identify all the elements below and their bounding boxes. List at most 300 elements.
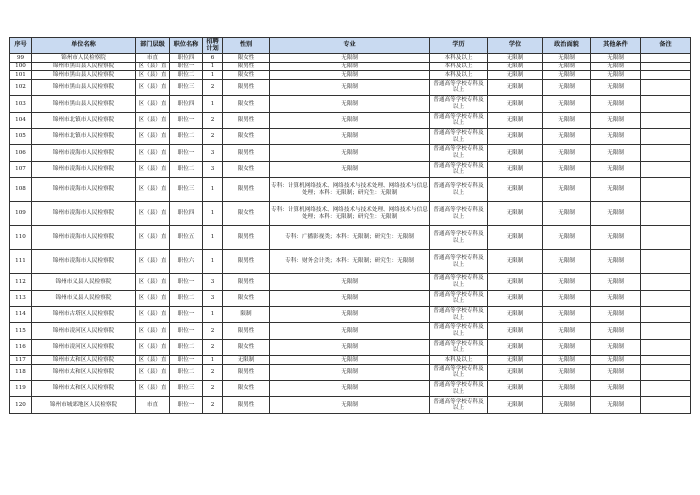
row-level: 区（县）直 xyxy=(136,364,170,380)
table-row xyxy=(10,202,691,226)
row-unit: 锦州市凌海市人民检察院 xyxy=(32,250,136,274)
row-unit: 锦州市凌河区人民检察院 xyxy=(32,339,136,355)
row-unit: 锦州市北镇市人民检察院 xyxy=(32,128,136,144)
row-count: 6 xyxy=(203,54,223,63)
row-education: 本科及以上 xyxy=(430,54,488,63)
row-education: 普通高等学校专科及以上 xyxy=(430,290,488,306)
row-gender: 限男性 xyxy=(223,397,270,413)
row-gender: 限女性 xyxy=(223,96,270,112)
row-political: 无限制 xyxy=(543,274,591,290)
row-political: 无限制 xyxy=(543,306,591,322)
row-position: 职位一 xyxy=(170,397,203,413)
row-position: 职位五 xyxy=(170,226,203,250)
row-seq: 105 xyxy=(10,128,32,144)
row-education: 本科及以上 xyxy=(430,62,488,71)
row-political: 无限制 xyxy=(543,178,591,202)
table-row xyxy=(10,339,691,355)
row-note xyxy=(641,274,691,290)
row-major: 无限制 xyxy=(270,274,430,290)
row-political: 无限制 xyxy=(543,364,591,380)
row-position: 职位一 xyxy=(170,306,203,322)
row-level: 区（县）直 xyxy=(136,323,170,339)
row-major: 无限制 xyxy=(270,79,430,95)
table-row xyxy=(10,79,691,95)
row-unit: 锦州市凌海市人民检察院 xyxy=(32,145,136,161)
table-row xyxy=(10,62,691,71)
row-gender: 限女性 xyxy=(223,381,270,397)
row-other: 无限制 xyxy=(591,161,641,177)
table-row xyxy=(10,96,691,112)
row-seq: 102 xyxy=(10,79,32,95)
table-row xyxy=(10,112,691,128)
row-count: 1 xyxy=(203,62,223,71)
row-education: 普通高等学校专科及以上 xyxy=(430,145,488,161)
row-position: 职位三 xyxy=(170,178,203,202)
header-position: 职位名称 xyxy=(170,38,203,54)
header-note: 备注 xyxy=(641,38,691,54)
row-gender: 限女性 xyxy=(223,54,270,63)
row-note xyxy=(641,290,691,306)
row-count: 1 xyxy=(203,71,223,80)
row-political: 无限制 xyxy=(543,145,591,161)
header-unit: 单位名称 xyxy=(32,38,136,54)
row-unit: 锦州市城郊地区人民检察院 xyxy=(32,397,136,413)
row-gender: 限女性 xyxy=(223,71,270,80)
row-education: 普通高等学校专科及以上 xyxy=(430,323,488,339)
header-degree: 学位 xyxy=(488,38,543,54)
row-note xyxy=(641,128,691,144)
row-gender: 限男性 xyxy=(223,178,270,202)
row-education: 普通高等学校专科及以上 xyxy=(430,274,488,290)
row-other: 无限制 xyxy=(591,250,641,274)
row-position: 职位一 xyxy=(170,62,203,71)
row-degree: 无限制 xyxy=(488,96,543,112)
row-other: 无限制 xyxy=(591,306,641,322)
row-level: 市直 xyxy=(136,54,170,63)
row-seq: 114 xyxy=(10,306,32,322)
row-education: 普通高等学校专科及以上 xyxy=(430,364,488,380)
row-level: 市直 xyxy=(136,397,170,413)
row-position: 职位一 xyxy=(170,145,203,161)
row-degree: 无限制 xyxy=(488,250,543,274)
row-major: 专科：广播影视类；本科：无限制；研究生：无限制 xyxy=(270,226,430,250)
row-count: 2 xyxy=(203,323,223,339)
row-level: 区（县）直 xyxy=(136,306,170,322)
row-seq: 109 xyxy=(10,202,32,226)
row-gender: 限女性 xyxy=(223,339,270,355)
table-row xyxy=(10,226,691,250)
row-gender: 无限制 xyxy=(223,356,270,365)
row-other: 无限制 xyxy=(591,54,641,63)
header-row xyxy=(10,38,691,54)
row-education: 普通高等学校专科及以上 xyxy=(430,250,488,274)
row-political: 无限制 xyxy=(543,96,591,112)
row-other: 无限制 xyxy=(591,397,641,413)
row-degree: 无限制 xyxy=(488,226,543,250)
row-education: 普通高等学校专科及以上 xyxy=(430,96,488,112)
row-note xyxy=(641,62,691,71)
row-count: 3 xyxy=(203,290,223,306)
table-row xyxy=(10,364,691,380)
row-count: 1 xyxy=(203,356,223,365)
row-position: 职位二 xyxy=(170,290,203,306)
header-education: 学历 xyxy=(430,38,488,54)
row-count: 2 xyxy=(203,339,223,355)
row-political: 无限制 xyxy=(543,356,591,365)
row-note xyxy=(641,339,691,355)
table-row xyxy=(10,356,691,365)
row-level: 区（县）直 xyxy=(136,96,170,112)
row-level: 区（县）直 xyxy=(136,274,170,290)
row-gender: 限男性 xyxy=(223,323,270,339)
table-row xyxy=(10,306,691,322)
row-major: 专科：财务会计类；本科：无限制；研究生：无限制 xyxy=(270,250,430,274)
row-gender: 限制 xyxy=(223,306,270,322)
row-seq: 118 xyxy=(10,364,32,380)
row-major: 无限制 xyxy=(270,397,430,413)
row-level: 区（县）直 xyxy=(136,356,170,365)
row-count: 1 xyxy=(203,96,223,112)
row-political: 无限制 xyxy=(543,339,591,355)
header-count: 招聘计划 xyxy=(203,38,223,54)
row-degree: 无限制 xyxy=(488,202,543,226)
row-gender: 限女性 xyxy=(223,202,270,226)
row-count: 2 xyxy=(203,128,223,144)
row-position: 职位一 xyxy=(170,274,203,290)
row-major: 无限制 xyxy=(270,54,430,63)
row-level: 区（县）直 xyxy=(136,178,170,202)
row-political: 无限制 xyxy=(543,79,591,95)
row-major: 无限制 xyxy=(270,161,430,177)
table-row xyxy=(10,71,691,80)
row-degree: 无限制 xyxy=(488,274,543,290)
row-major: 专科：计算机网络技术、网络技术与技术处理、网络技术与信息处理；本科：无限制；研究生：无限制 xyxy=(270,178,430,202)
row-level: 区（县）直 xyxy=(136,226,170,250)
row-education: 普通高等学校专科及以上 xyxy=(430,202,488,226)
row-seq: 104 xyxy=(10,112,32,128)
row-degree: 无限制 xyxy=(488,364,543,380)
row-seq: 116 xyxy=(10,339,32,355)
row-position: 职位二 xyxy=(170,128,203,144)
row-gender: 限男性 xyxy=(223,112,270,128)
row-major: 无限制 xyxy=(270,381,430,397)
row-position: 职位三 xyxy=(170,381,203,397)
row-degree: 无限制 xyxy=(488,128,543,144)
row-political: 无限制 xyxy=(543,54,591,63)
row-count: 2 xyxy=(203,381,223,397)
row-education: 普通高等学校专科及以上 xyxy=(430,226,488,250)
row-level: 区（县）直 xyxy=(136,71,170,80)
row-count: 3 xyxy=(203,145,223,161)
header-seq: 序号 xyxy=(10,38,32,54)
row-seq: 117 xyxy=(10,356,32,365)
table-row xyxy=(10,274,691,290)
row-other: 无限制 xyxy=(591,356,641,365)
row-note xyxy=(641,54,691,63)
row-level: 区（县）直 xyxy=(136,145,170,161)
row-political: 无限制 xyxy=(543,202,591,226)
row-political: 无限制 xyxy=(543,71,591,80)
row-level: 区（县）直 xyxy=(136,62,170,71)
row-unit: 锦州市黑山县人民检察院 xyxy=(32,79,136,95)
row-position: 职位二 xyxy=(170,339,203,355)
row-note xyxy=(641,145,691,161)
row-gender: 限女性 xyxy=(223,128,270,144)
row-major: 无限制 xyxy=(270,71,430,80)
row-unit: 锦州市人民检察院 xyxy=(32,54,136,63)
row-note xyxy=(641,96,691,112)
row-count: 3 xyxy=(203,161,223,177)
row-note xyxy=(641,356,691,365)
row-note xyxy=(641,397,691,413)
row-degree: 无限制 xyxy=(488,145,543,161)
row-other: 无限制 xyxy=(591,290,641,306)
row-other: 无限制 xyxy=(591,178,641,202)
row-count: 1 xyxy=(203,306,223,322)
row-position: 职位一 xyxy=(170,356,203,365)
row-position: 职位四 xyxy=(170,96,203,112)
row-political: 无限制 xyxy=(543,62,591,71)
row-major: 无限制 xyxy=(270,62,430,71)
table-row xyxy=(10,290,691,306)
row-education: 普通高等学校专科及以上 xyxy=(430,381,488,397)
row-degree: 无限制 xyxy=(488,79,543,95)
row-other: 无限制 xyxy=(591,128,641,144)
row-political: 无限制 xyxy=(543,250,591,274)
row-unit: 锦州市义县人民检察院 xyxy=(32,290,136,306)
row-other: 无限制 xyxy=(591,323,641,339)
row-gender: 限男性 xyxy=(223,62,270,71)
row-level: 区（县）直 xyxy=(136,381,170,397)
header-level: 部门层级 xyxy=(136,38,170,54)
row-other: 无限制 xyxy=(591,339,641,355)
row-other: 无限制 xyxy=(591,62,641,71)
table-row xyxy=(10,250,691,274)
row-political: 无限制 xyxy=(543,290,591,306)
row-degree: 无限制 xyxy=(488,54,543,63)
row-degree: 无限制 xyxy=(488,178,543,202)
row-major: 无限制 xyxy=(270,306,430,322)
row-unit: 锦州市北镇市人民检察院 xyxy=(32,112,136,128)
row-political: 无限制 xyxy=(543,323,591,339)
row-degree: 无限制 xyxy=(488,381,543,397)
row-seq: 106 xyxy=(10,145,32,161)
row-degree: 无限制 xyxy=(488,161,543,177)
row-position: 职位四 xyxy=(170,54,203,63)
row-seq: 111 xyxy=(10,250,32,274)
row-unit: 锦州市太和区人民检察院 xyxy=(32,364,136,380)
row-gender: 限男性 xyxy=(223,145,270,161)
table-row xyxy=(10,128,691,144)
row-position: 职位二 xyxy=(170,71,203,80)
row-degree: 无限制 xyxy=(488,290,543,306)
row-degree: 无限制 xyxy=(488,306,543,322)
row-position: 职位二 xyxy=(170,161,203,177)
row-degree: 无限制 xyxy=(488,356,543,365)
row-unit: 锦州市凌海市人民检察院 xyxy=(32,161,136,177)
row-unit: 锦州市黑山县人民检察院 xyxy=(32,62,136,71)
row-other: 无限制 xyxy=(591,381,641,397)
row-degree: 无限制 xyxy=(488,71,543,80)
row-other: 无限制 xyxy=(591,202,641,226)
header-major: 专业 xyxy=(270,38,430,54)
row-political: 无限制 xyxy=(543,381,591,397)
row-gender: 限男性 xyxy=(223,79,270,95)
row-major: 无限制 xyxy=(270,356,430,365)
row-seq: 108 xyxy=(10,178,32,202)
row-count: 1 xyxy=(203,178,223,202)
row-education: 普通高等学校专科及以上 xyxy=(430,79,488,95)
header-other: 其他条件 xyxy=(591,38,641,54)
row-major: 无限制 xyxy=(270,96,430,112)
row-gender: 限男性 xyxy=(223,274,270,290)
row-gender: 限男性 xyxy=(223,226,270,250)
table-row xyxy=(10,323,691,339)
table-body xyxy=(10,54,691,414)
row-education: 普通高等学校专科及以上 xyxy=(430,306,488,322)
row-education: 本科及以上 xyxy=(430,71,488,80)
row-position: 职位一 xyxy=(170,323,203,339)
row-level: 区（县）直 xyxy=(136,250,170,274)
row-degree: 无限制 xyxy=(488,62,543,71)
row-political: 无限制 xyxy=(543,128,591,144)
row-note xyxy=(641,364,691,380)
row-note xyxy=(641,250,691,274)
row-major: 无限制 xyxy=(270,290,430,306)
row-education: 普通高等学校专科及以上 xyxy=(430,339,488,355)
table-row xyxy=(10,381,691,397)
row-education: 普通高等学校专科及以上 xyxy=(430,161,488,177)
row-note xyxy=(641,306,691,322)
table-row xyxy=(10,161,691,177)
row-unit: 锦州市太和区人民检察院 xyxy=(32,381,136,397)
row-count: 2 xyxy=(203,112,223,128)
row-education: 普通高等学校专科及以上 xyxy=(430,397,488,413)
row-education: 普通高等学校专科及以上 xyxy=(430,128,488,144)
row-gender: 限男性 xyxy=(223,250,270,274)
row-major: 无限制 xyxy=(270,339,430,355)
row-other: 无限制 xyxy=(591,226,641,250)
row-unit: 锦州市太和区人民检察院 xyxy=(32,356,136,365)
row-degree: 无限制 xyxy=(488,112,543,128)
row-seq: 110 xyxy=(10,226,32,250)
row-note xyxy=(641,112,691,128)
row-education: 普通高等学校专科及以上 xyxy=(430,178,488,202)
row-note xyxy=(641,323,691,339)
row-level: 区（县）直 xyxy=(136,290,170,306)
row-degree: 无限制 xyxy=(488,323,543,339)
row-degree: 无限制 xyxy=(488,397,543,413)
row-count: 1 xyxy=(203,226,223,250)
row-seq: 99 xyxy=(10,54,32,63)
row-count: 1 xyxy=(203,202,223,226)
row-other: 无限制 xyxy=(591,112,641,128)
row-other: 无限制 xyxy=(591,364,641,380)
row-note xyxy=(641,178,691,202)
row-unit: 锦州市义县人民检察院 xyxy=(32,274,136,290)
row-level: 区（县）直 xyxy=(136,79,170,95)
row-major: 无限制 xyxy=(270,128,430,144)
row-seq: 115 xyxy=(10,323,32,339)
row-level: 区（县）直 xyxy=(136,128,170,144)
row-count: 3 xyxy=(203,274,223,290)
row-note xyxy=(641,79,691,95)
row-level: 区（县）直 xyxy=(136,161,170,177)
row-unit: 锦州市黑山县人民检察院 xyxy=(32,96,136,112)
row-major: 无限制 xyxy=(270,323,430,339)
row-seq: 112 xyxy=(10,274,32,290)
row-count: 2 xyxy=(203,397,223,413)
row-other: 无限制 xyxy=(591,145,641,161)
row-political: 无限制 xyxy=(543,397,591,413)
row-political: 无限制 xyxy=(543,226,591,250)
row-note xyxy=(641,161,691,177)
row-major: 专科：计算机网络技术、网络技术与技术处理、网络技术与信息处理；本科：无限制；研究生：无限制 xyxy=(270,202,430,226)
row-other: 无限制 xyxy=(591,274,641,290)
recruitment-table xyxy=(9,37,691,414)
row-gender: 限女性 xyxy=(223,290,270,306)
row-gender: 限男性 xyxy=(223,364,270,380)
row-note xyxy=(641,202,691,226)
row-unit: 锦州市凌海市人民检察院 xyxy=(32,178,136,202)
row-other: 无限制 xyxy=(591,96,641,112)
row-unit: 锦州市古塔区人民检察院 xyxy=(32,306,136,322)
row-count: 2 xyxy=(203,364,223,380)
table-row xyxy=(10,54,691,63)
row-unit: 锦州市凌海市人民检察院 xyxy=(32,202,136,226)
row-position: 职位四 xyxy=(170,202,203,226)
table-row xyxy=(10,145,691,161)
row-level: 区（县）直 xyxy=(136,112,170,128)
row-seq: 100 xyxy=(10,62,32,71)
row-other: 无限制 xyxy=(591,79,641,95)
row-unit: 锦州市凌海市人民检察院 xyxy=(32,226,136,250)
row-seq: 103 xyxy=(10,96,32,112)
row-position: 职位二 xyxy=(170,364,203,380)
row-position: 职位三 xyxy=(170,79,203,95)
row-major: 无限制 xyxy=(270,145,430,161)
row-political: 无限制 xyxy=(543,112,591,128)
row-count: 1 xyxy=(203,250,223,274)
header-gender: 性别 xyxy=(223,38,270,54)
row-seq: 101 xyxy=(10,71,32,80)
table-row xyxy=(10,178,691,202)
row-level: 区（县）直 xyxy=(136,339,170,355)
row-major: 无限制 xyxy=(270,364,430,380)
row-unit: 锦州市黑山县人民检察院 xyxy=(32,71,136,80)
row-position: 职位一 xyxy=(170,112,203,128)
row-note xyxy=(641,71,691,80)
row-count: 2 xyxy=(203,79,223,95)
row-political: 无限制 xyxy=(543,161,591,177)
row-other: 无限制 xyxy=(591,71,641,80)
row-education: 本科及以上 xyxy=(430,356,488,365)
row-note xyxy=(641,381,691,397)
row-major: 无限制 xyxy=(270,112,430,128)
row-note xyxy=(641,226,691,250)
row-seq: 119 xyxy=(10,381,32,397)
row-position: 职位六 xyxy=(170,250,203,274)
row-education: 普通高等学校专科及以上 xyxy=(430,112,488,128)
row-level: 区（县）直 xyxy=(136,202,170,226)
row-seq: 113 xyxy=(10,290,32,306)
table-row xyxy=(10,397,691,413)
row-seq: 120 xyxy=(10,397,32,413)
row-degree: 无限制 xyxy=(488,339,543,355)
header-political: 政治面貌 xyxy=(543,38,591,54)
row-unit: 锦州市凌河区人民检察院 xyxy=(32,323,136,339)
row-seq: 107 xyxy=(10,161,32,177)
